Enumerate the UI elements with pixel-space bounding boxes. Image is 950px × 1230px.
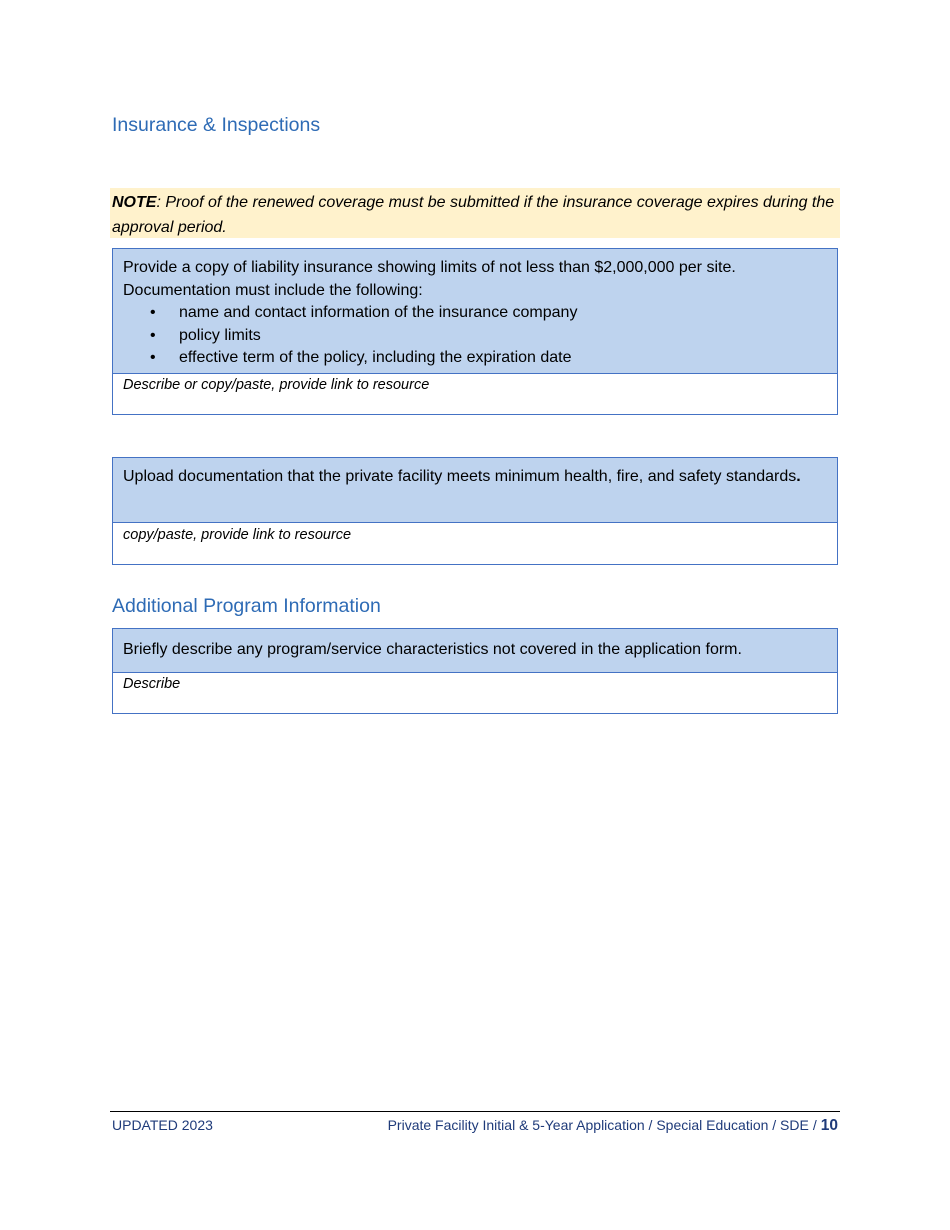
list-item: • policy limits (123, 325, 827, 348)
inspection-question-prompt (113, 458, 837, 523)
footer-document-title: Private Facility Initial & 5-Year Application / Special Education / SDE (387, 1117, 809, 1133)
additional-info-question-box (112, 628, 838, 714)
additional-info-question-prompt: Briefly describe any program/service characteristics not covered in the application form. (113, 629, 837, 673)
note-callout (110, 188, 840, 238)
prompt-line: Documentation must include the following: (123, 281, 423, 299)
footer-title (388, 1117, 838, 1135)
insurance-response-field[interactable] (113, 374, 837, 395)
insurance-question-prompt (113, 249, 837, 374)
additional-info-response-field[interactable] (113, 673, 837, 694)
list-item: • name and contact information of the insurance company (123, 302, 827, 325)
note-label: NOTE (112, 194, 157, 211)
section-heading-insurance: Insurance & Inspections (112, 114, 321, 136)
prompt-line: Provide a copy of liability insurance showing limits of not less than $2,000,000 per site. (123, 259, 736, 276)
prompt-end: . (796, 468, 801, 485)
response-placeholder: copy/paste, provide link to resource (123, 527, 352, 543)
requirements-list (123, 302, 827, 370)
inspection-response-field[interactable] (113, 523, 837, 545)
footer-updated: UPDATED 2023 (112, 1117, 213, 1133)
prompt-text: Upload documentation that the private facility meets minimum health, fire, and safety standards (123, 468, 797, 485)
list-item: • effective term of the policy, including the expiration date (123, 347, 827, 370)
note-text: : Proof of the renewed coverage must be submitted if the insurance coverage expires during the approval period. (112, 194, 835, 236)
section-heading-additional: Additional Program Information (112, 595, 381, 617)
response-placeholder: Describe or copy/paste, provide link to resource (123, 377, 430, 393)
footer-separator: / (812, 1117, 817, 1133)
footer-divider (110, 1111, 840, 1112)
inspection-question-box (112, 457, 838, 565)
response-placeholder: Describe (123, 676, 181, 692)
page-number: 10 (820, 1117, 838, 1134)
insurance-question-box (112, 248, 838, 415)
